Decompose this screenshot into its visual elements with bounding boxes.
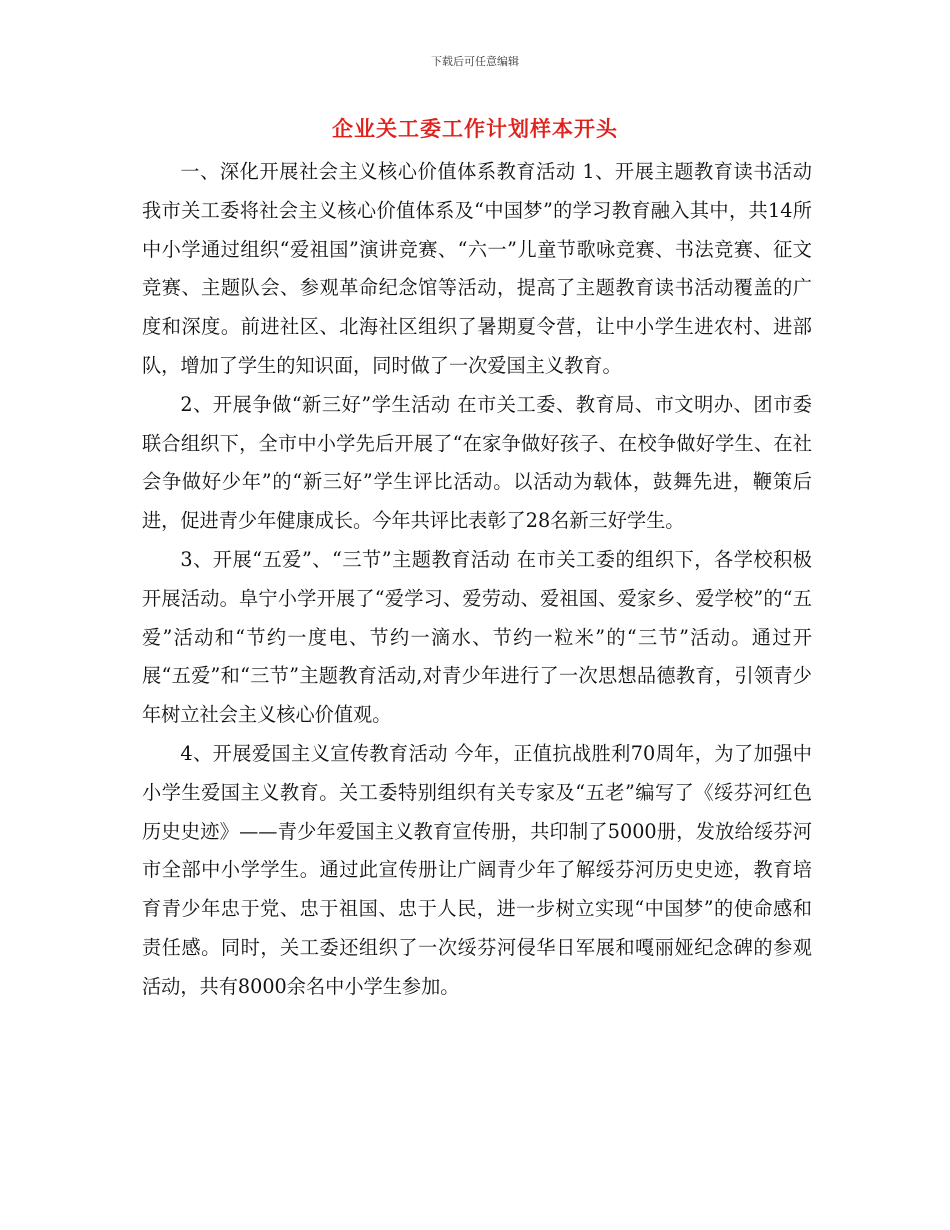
document-title: 企业关工委工作计划样本开头	[332, 116, 618, 141]
paragraph-1: 一、深化开展社会主义核心价值体系教育活动 1、开展主题教育读书活动 我市关工委将社会主义核心价值体系及“中国梦”的学习教育融入其中，共14所中小学通过组织“爱祖国”演讲竞赛、“六一”儿童节歌咏竞赛、书法竞赛、征文竞赛、主题队会、参观革命纪念馆等活动，提高了主题教育读书活动覆盖的广度和深度。前进社区、北海社区组织了暑期夏令营，让中小学生进农村、进部队，增加了学生的知识面，同时做了一次爱国主义教育。	[142, 160, 812, 377]
header-note: 下载后可任意编辑	[431, 55, 519, 68]
paragraph-4: 4、开展爱国主义宣传教育活动 今年，正值抗战胜利70周年，为了加强中小学生爱国主义教育。关工委特别组织有关专家及“五老”编写了《绥芬河红色历史史迹》——青少年爱国主义教育宣传册，共印制了5000册，发放给绥芬河市全部中小学学生。通过此宣传册让广阔青少年了解绥芬河历史史迹，教育培育青少年忠于党、忠于祖国、忠于人民，进一步树立实现“中国梦”的使命感和责任感。同时，关工委还组织了一次绥芬河侵华日军展和嘎丽娅纪念碑的参观活动，共有8000余名中小学生参加。	[142, 741, 812, 998]
paragraph-3: 3、开展“五爱”、“三节”主题教育活动 在市关工委的组织下，各学校积极开展活动。阜宁小学开展了“爱学习、爱劳动、爱祖国、爱家乡、爱学校”的“五爱”活动和“节约一度电、节约一滴水、节约一粒米”的“三节”活动。通过开展“五爱”和“三节”主题教育活动,对青少年进行了一次思想品德教育，引领青少年树立社会主义核心价值观。	[142, 547, 812, 727]
document-body	[142, 153, 812, 1007]
paragraph-2: 2、开展争做“新三好”学生活动 在市关工委、教育局、市文明办、团市委联合组织下，全市中小学先后开展了“在家争做好孩子、在校争做好学生、在社会争做好少年”的“新三好”学生评比活动。以活动为载体，鼓舞先进，鞭策后进，促进青少年健康成长。今年共评比表彰了28名新三好学生。	[142, 392, 812, 533]
